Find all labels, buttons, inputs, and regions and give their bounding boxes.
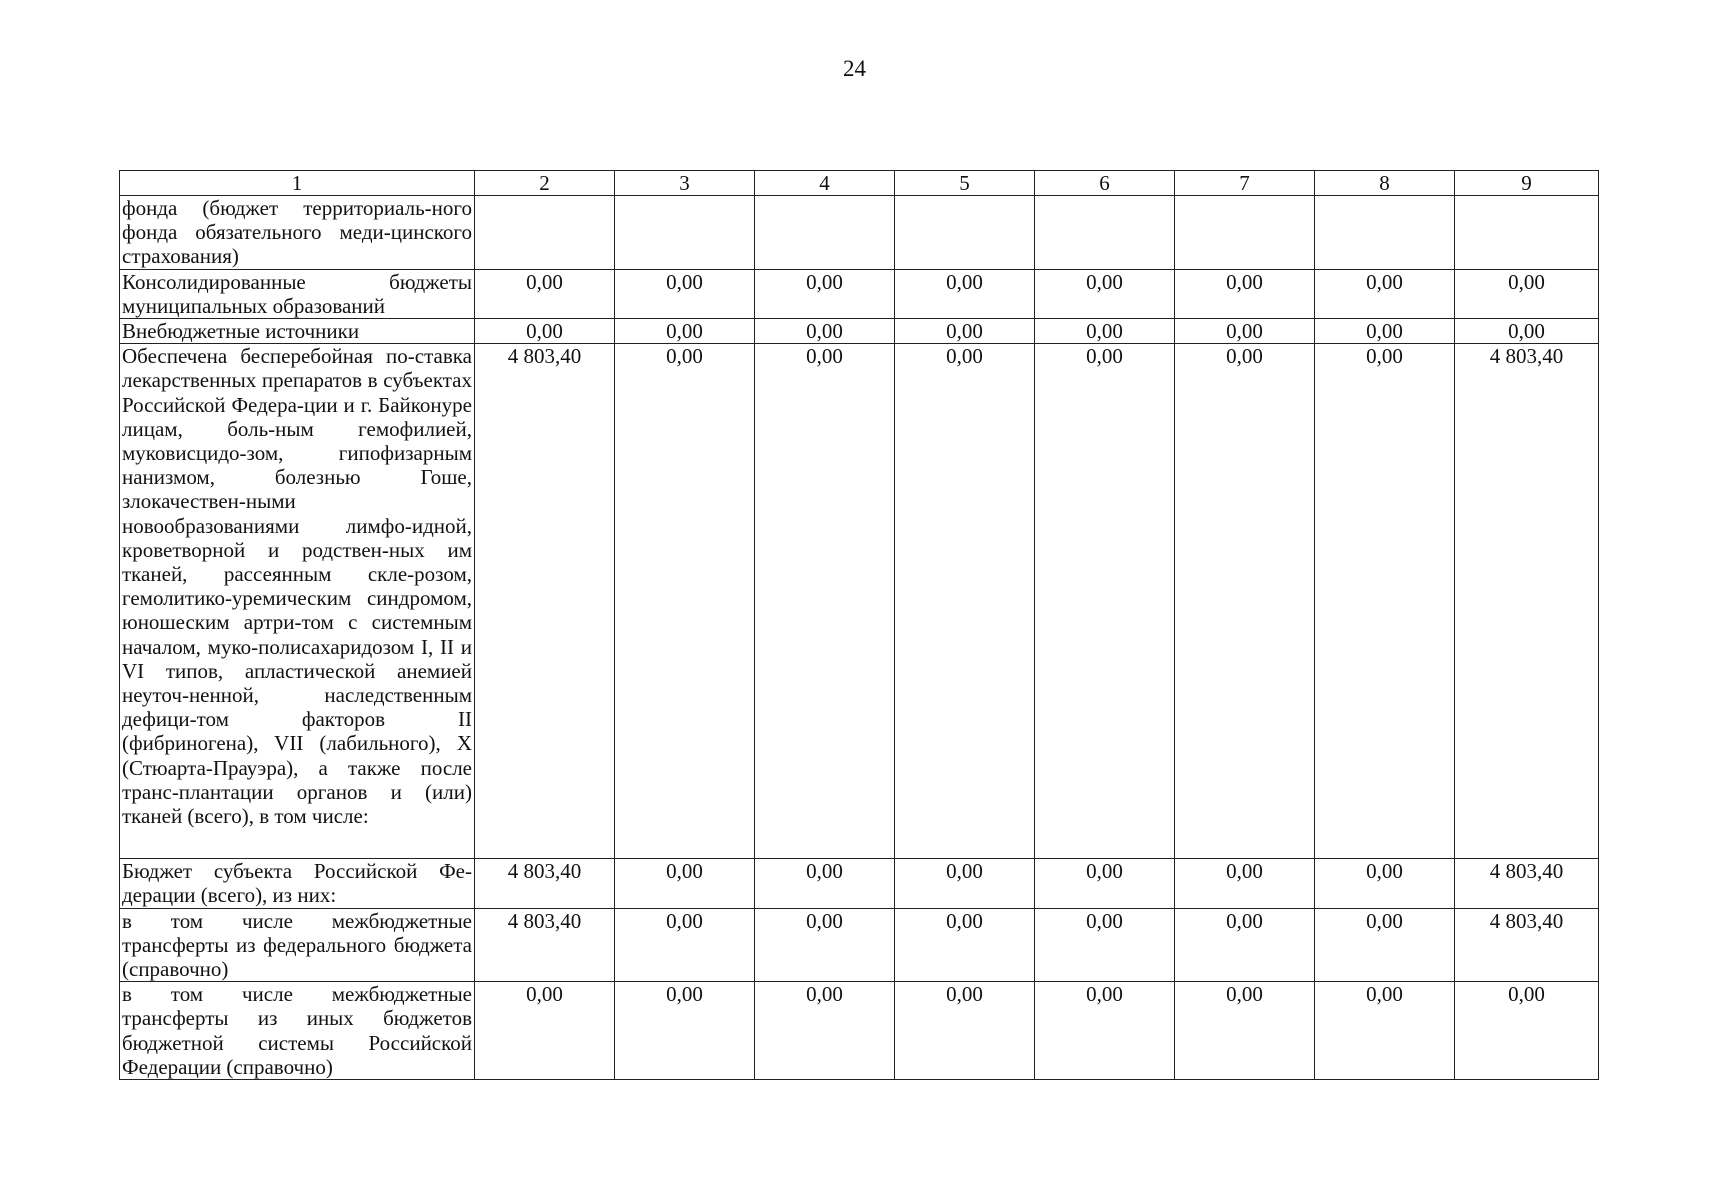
value-cell: 0,00: [1175, 908, 1315, 982]
value-cell: 0,00: [1035, 859, 1175, 908]
value-cell: 0,00: [1175, 859, 1315, 908]
value-cell: [1175, 196, 1315, 270]
value-cell: 0,00: [1315, 859, 1455, 908]
value-cell: [1315, 196, 1455, 270]
column-header: 8: [1315, 171, 1455, 196]
value-cell: [475, 196, 615, 270]
column-header: 9: [1455, 171, 1599, 196]
value-cell: 0,00: [1175, 319, 1315, 344]
value-cell: [1035, 196, 1175, 270]
column-header: 6: [1035, 171, 1175, 196]
value-cell: 0,00: [615, 908, 755, 982]
value-cell: 0,00: [895, 982, 1035, 1080]
column-header: 2: [475, 171, 615, 196]
value-cell: 0,00: [755, 319, 895, 344]
value-cell: 0,00: [755, 982, 895, 1080]
page-number: 24: [843, 56, 866, 81]
value-cell: 0,00: [1315, 269, 1455, 318]
value-cell: 0,00: [615, 319, 755, 344]
value-cell: 0,00: [475, 982, 615, 1080]
value-cell: [615, 196, 755, 270]
value-cell: 0,00: [1035, 269, 1175, 318]
value-cell: 4 803,40: [475, 908, 615, 982]
value-cell: 0,00: [475, 319, 615, 344]
row-label: в том числе межбюджетные трансферты из федерального бюджета (справочно): [120, 908, 475, 982]
value-cell: 0,00: [755, 859, 895, 908]
row-label: Бюджет субъекта Российской Фе-дерации (всего), из них:: [120, 859, 475, 908]
value-cell: 0,00: [1455, 269, 1599, 318]
row-label: Обеспечена бесперебойная по-ставка лекарственных препаратов в субъектах Российской Федера-ции и г. Байконуре лицам, боль-ным гемофилией, муковисцидо-зом, гипофизарным нанизмом, болезнью Гоше, злокачествен-ными новообразованиями лимфо-идной, кроветворной и родствен-ных им тканей, рассеянным скле-розом, гемолитико-уремическим синдромом, юношеским артри-том с системным началом, муко-полисахаридозом I, II и VI типов, апластической анемией неуточ-ненной, наследственным дефици-том факторов II (фибриногена), VII (лабильного), X (Стюарта-Прауэра), а также после транс-плантации органов и (или) тканей (всего), в том числе:: [120, 344, 475, 859]
table-row: [120, 196, 1599, 270]
value-cell: 0,00: [1175, 982, 1315, 1080]
value-cell: 0,00: [615, 859, 755, 908]
value-cell: [755, 196, 895, 270]
table-row: [120, 344, 1599, 859]
value-cell: 0,00: [1035, 908, 1175, 982]
column-header: 4: [755, 171, 895, 196]
value-cell: 4 803,40: [1455, 344, 1599, 859]
value-cell: 0,00: [1035, 319, 1175, 344]
value-cell: 0,00: [895, 859, 1035, 908]
value-cell: 0,00: [1315, 982, 1455, 1080]
value-cell: 0,00: [475, 269, 615, 318]
value-cell: 4 803,40: [475, 344, 615, 859]
value-cell: 0,00: [895, 344, 1035, 859]
value-cell: 4 803,40: [1455, 859, 1599, 908]
value-cell: 0,00: [755, 908, 895, 982]
row-label: Консолидированные бюджеты муниципальных образований: [120, 269, 475, 318]
value-cell: 0,00: [615, 982, 755, 1080]
value-cell: 0,00: [755, 344, 895, 859]
value-cell: 0,00: [1035, 982, 1175, 1080]
value-cell: 0,00: [1175, 269, 1315, 318]
value-cell: [1455, 196, 1599, 270]
value-cell: 4 803,40: [1455, 908, 1599, 982]
value-cell: 4 803,40: [475, 859, 615, 908]
row-label: Внебюджетные источники: [120, 319, 475, 344]
table-row: [120, 982, 1599, 1080]
column-header: 5: [895, 171, 1035, 196]
value-cell: 0,00: [615, 344, 755, 859]
table-body: [120, 171, 1599, 1080]
column-header: 1: [120, 171, 475, 196]
table-header-row: [120, 171, 1599, 196]
value-cell: 0,00: [895, 269, 1035, 318]
row-label: фонда (бюджет территориаль-ного фонда обязательного меди-цинского страхования): [120, 196, 475, 270]
budget-table: [119, 170, 1599, 1080]
value-cell: [895, 196, 1035, 270]
row-label: в том числе межбюджетные трансферты из иных бюджетов бюджетной системы Российской Федерации (справочно): [120, 982, 475, 1080]
value-cell: 0,00: [1315, 344, 1455, 859]
value-cell: 0,00: [1315, 908, 1455, 982]
value-cell: 0,00: [895, 908, 1035, 982]
column-header: 3: [615, 171, 755, 196]
table-row: [120, 319, 1599, 344]
value-cell: 0,00: [1455, 319, 1599, 344]
value-cell: 0,00: [1035, 344, 1175, 859]
table-row: [120, 859, 1599, 908]
value-cell: 0,00: [1315, 319, 1455, 344]
value-cell: 0,00: [1175, 344, 1315, 859]
value-cell: 0,00: [895, 319, 1035, 344]
column-header: 7: [1175, 171, 1315, 196]
table-row: [120, 908, 1599, 982]
table-row: [120, 269, 1599, 318]
value-cell: 0,00: [615, 269, 755, 318]
value-cell: 0,00: [755, 269, 895, 318]
value-cell: 0,00: [1455, 982, 1599, 1080]
